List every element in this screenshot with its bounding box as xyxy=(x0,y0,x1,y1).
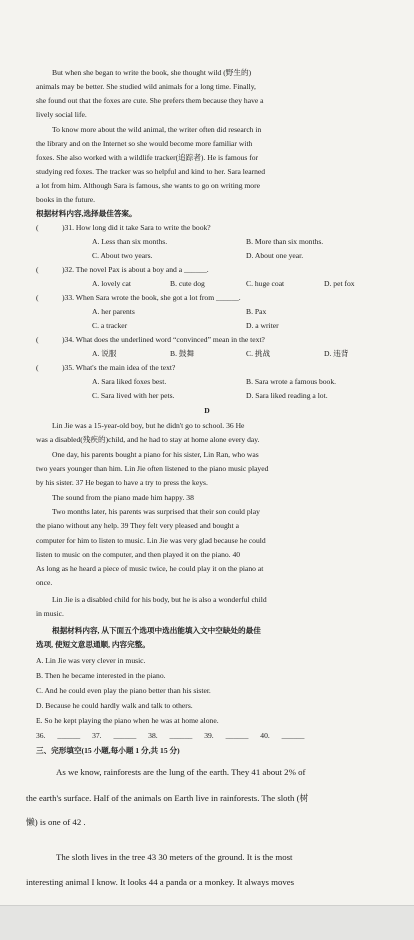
exam-page: But when she began to write the book, she thought wild (野生的) animals may be better. She studied wild animals for a long time. Finally, she found out that the foxes are cute. She prefers them because they have a lively social life. To know more about the wild animal, the writer often did research in the library and on the Internet so she would become more familiar with foxes. She also worked with a wildlife tracker(追踪者). He is famous for studying red foxes. The tracker was so helpful and kind to her. Sara learned a lot from him. Although Sara is famous, she wants to go on writing more books in the future. 根据材料内容,选择最佳答案。 ( )31. How long did it take Sara to write the book? A. Less than six months. B. More than six months. C. About two years. D. About one year. ( )32. The novel Pax is about a boy and a ______. A. lovely cat B. cute dog C. huge coat D. pet fox ( )33. When Sara wrote the book, she got a lot from ______. A. her parents B. Pax C. a tracker D. a writer ( )34. What does the underlined word “convinced” mean in the text? A. 说服 B. 鼓舞 C. 挑战 D. 违背 ( )35. What's the main idea of the text? A. Sara liked foxes best. B. Sara wrote a famous book. C. Sara lived with her pets. D. Sara liked reading a lot. D Lin Jie was a 15-year-old boy, but he didn't go to school. 36 He was a disabled(残疾的)child, and he had to stay at home alone every day. One day, his parents bought a piano for his sister, Lin Ran, who was two years younger than him. Lin Jie often listened to the piano music played by his sister. 37 He began to have a try to press the keys. The sound from the piano made him happy. 38 Two months later, his parents was surprised that their son could play the piano without any help. 39 They felt very pleased and bought a computer for him to listen to music. Lin Jie was very glad because he could listen to music on the computer, and then played it on the piano. 40 As long as he heard a piece of music twice, he could play it on the piano at once. Lin Jie is a disabled child for his body, but he is also a wonderful child in music. 根据材料内容, 从下面五个选项中选出能填入文中空缺处的最佳 选项, 使短文意思通顺, 内容完整。 A. Lin Jie was very clever in music. B. Then he became interested in the piano. C. And he could even play the piano better than his sister. D. Because he could hardly walk and talk to others. E. So he kept playing the piano when he was at home alone. 36. ______ 37. ______ 38. ______ 39. ______ 40. ______ 三、完形填空(15 小题,每小题 1 分,共 15 分) As we know, rainforests are the lung of the earth. They 41 about 2% of the earth's surface. Half of the animals on Earth live in rainforests. The sloth (树 懒) is one of 42 . The sloth lives in the tree 43 30 meters of the ground. It is the most interesting animal I know. It looks 44 a panda or a monkey. It always moves xyxy=(0,0,414,905)
passage-d-heading: D xyxy=(204,406,210,415)
viewer-bottom-bar xyxy=(0,905,414,940)
